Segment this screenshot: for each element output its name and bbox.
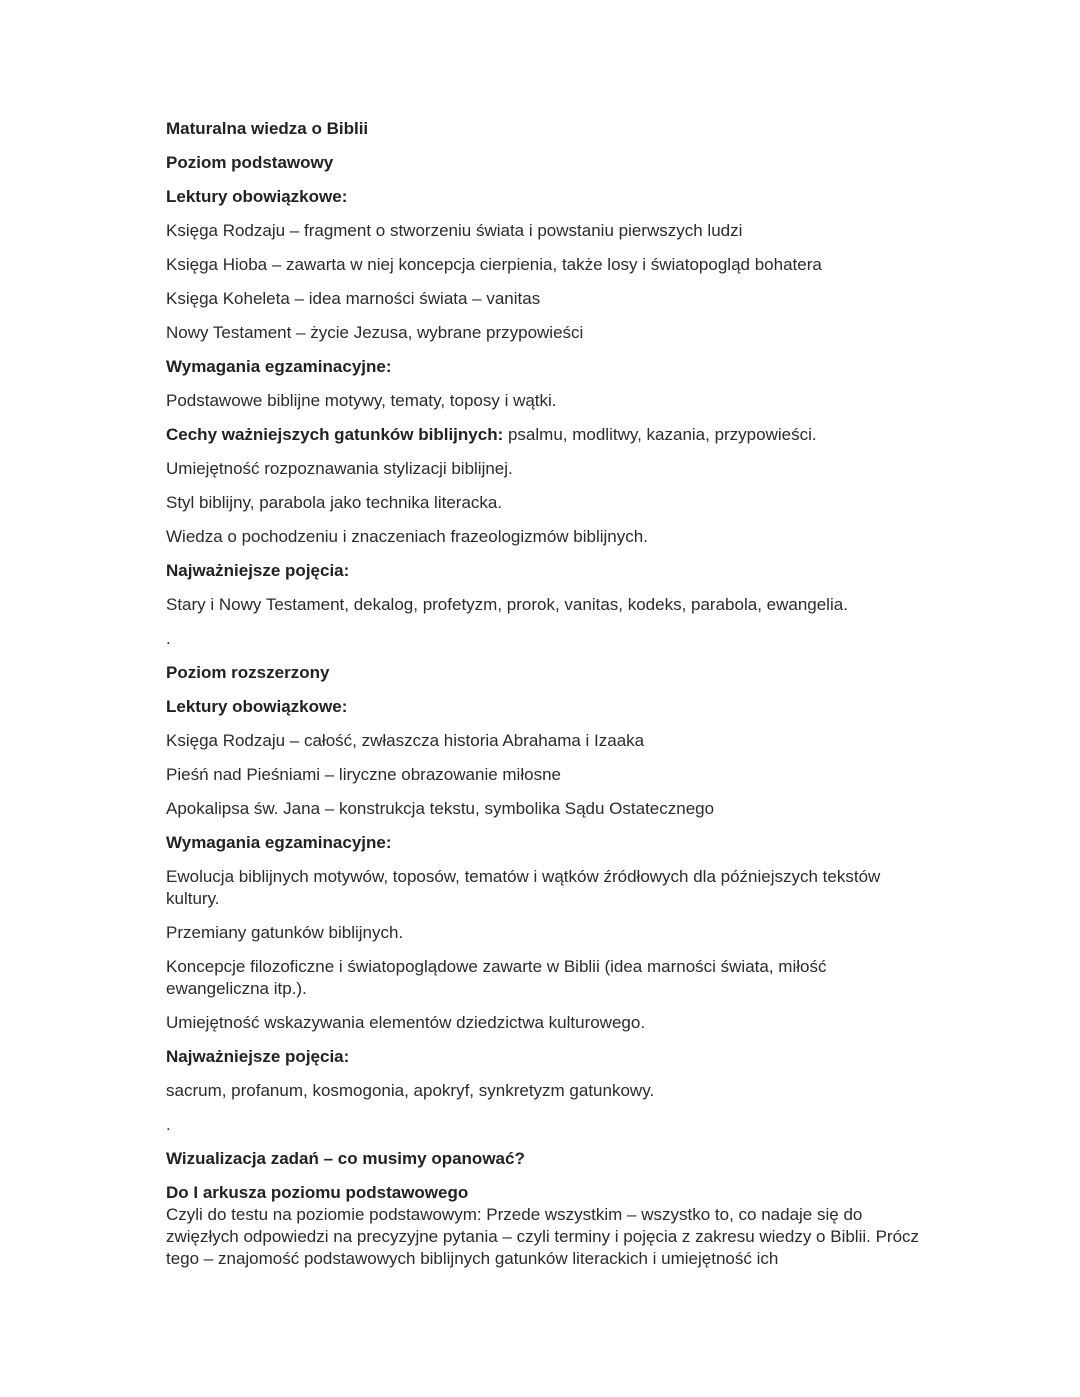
list-item: Pieśń nad Pieśniami – liryczne obrazowanie miłosne [166,765,561,784]
tasks-subheading: Do I arkusza poziomu podstawowego [166,1183,469,1202]
genres-label: Cechy ważniejszych gatunków biblijnych: [166,425,504,444]
tasks-paragraph: Czyli do testu na poziomie podstawowym: Przede wszystkim – wszystko to, co nadaje się do zwięzłych odpowiedzi na precyzyjne pytania – czyli terminy i pojęcia z zakresu wiedzy o Biblii. Prócz tego – znajomość podstawowych biblijnych gatunków literackich i umiejętność ich [166,1205,920,1268]
readings-heading: Lektury obowiązkowe: [166,187,348,206]
genres-line [166,424,926,446]
list-item: Księga Rodzaju – fragment o stworzeniu świata i powstaniu pierwszych ludzi [166,221,743,240]
requirement-item: Umiejętność rozpoznawania stylizacji biblijnej. [166,459,513,478]
requirements-heading: Wymagania egzaminacyjne: [166,357,392,376]
requirements-heading: Wymagania egzaminacyjne: [166,833,392,852]
requirement-item: Wiedza o pochodzeniu i znaczeniach frazeologizmów biblijnych. [166,527,648,546]
list-item: Księga Hioba – zawarta w niej koncepcja cierpienia, także losy i światopogląd bohatera [166,255,822,274]
requirement-item: Podstawowe biblijne motywy, tematy, toposy i wątki. [166,391,557,410]
requirement-item: Ewolucja biblijnych motywów, toposów, tematów i wątków źródłowych dla późniejszych tekstów kultury. [166,867,881,908]
concepts-text: sacrum, profanum, kosmogonia, apokryf, synkretyzm gatunkowy. [166,1081,655,1100]
list-item: Nowy Testament – życie Jezusa, wybrane przypowieści [166,323,584,342]
document-title: Maturalna wiedza o Biblii [166,119,369,138]
section-heading-extended: Poziom rozszerzony [166,663,330,682]
concepts-heading: Najważniejsze pojęcia: [166,1047,350,1066]
separator: . [166,1115,171,1134]
requirement-item: Przemiany gatunków biblijnych. [166,923,404,942]
document-body [166,118,926,1270]
list-item: Księga Koheleta – idea marności świata – vanitas [166,289,541,308]
requirement-item: Koncepcje filozoficzne i światopoglądowe zawarte w Biblii (idea marności świata, miłość ewangeliczna itp.). [166,957,827,998]
separator: . [166,629,171,648]
section-heading-tasks: Wizualizacja zadań – co musimy opanować? [166,1149,525,1168]
requirement-item: Styl biblijny, parabola jako technika literacka. [166,493,503,512]
requirement-item: Umiejętność wskazywania elementów dziedzictwa kulturowego. [166,1013,646,1032]
genres-text: psalmu, modlitwy, kazania, przypowieści. [503,425,817,444]
section-heading-basic: Poziom podstawowy [166,153,334,172]
concepts-text: Stary i Nowy Testament, dekalog, profetyzm, prorok, vanitas, kodeks, parabola, ewangelia. [166,595,848,614]
list-item: Księga Rodzaju – całość, zwłaszcza historia Abrahama i Izaaka [166,731,645,750]
readings-heading: Lektury obowiązkowe: [166,697,348,716]
concepts-heading: Najważniejsze pojęcia: [166,561,350,580]
list-item: Apokalipsa św. Jana – konstrukcja tekstu, symbolika Sądu Ostatecznego [166,799,715,818]
